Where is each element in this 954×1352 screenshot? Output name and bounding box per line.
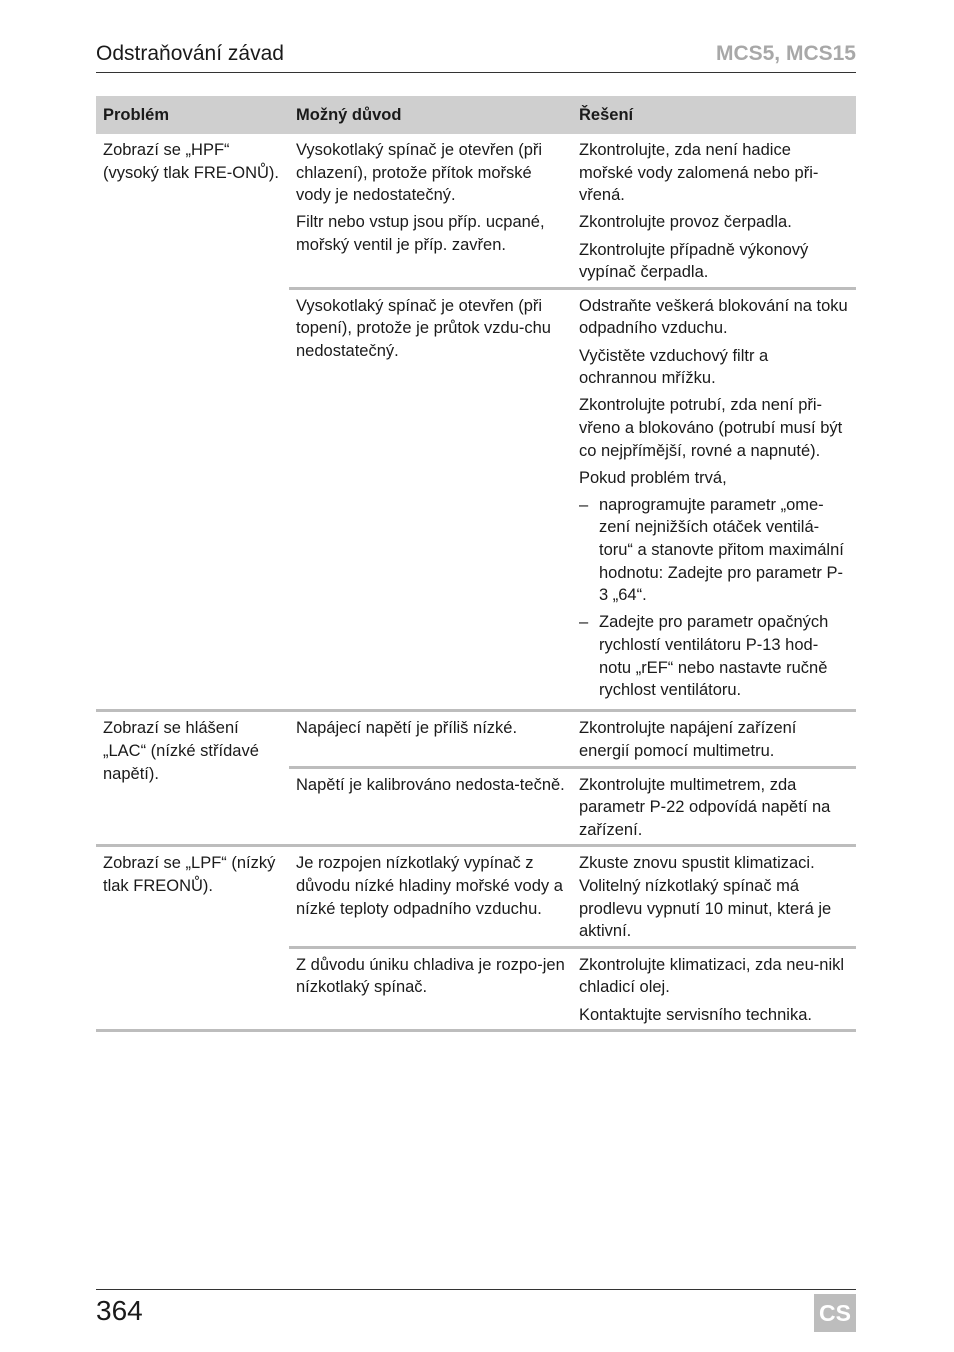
solution-text: Zkontrolujte, zda není hadice mořské vody zalomená nebo při-vřená. — [579, 141, 819, 205]
cause-text: Z důvodu úniku chladiva je rozpo-jen nízkotlaký spínač. — [296, 955, 565, 997]
model-name: MCS5, MCS15 — [715, 42, 856, 65]
cause-text: Napětí je kalibrováno nedosta-tečně. — [296, 775, 565, 794]
solution-text: Odstraňte veškerá blokování na toku odpadního vzduchu. — [579, 296, 848, 338]
solution-text: Zkontrolujte napájení zařízení energií pomocí multimetru. — [579, 719, 797, 760]
solution-text: Zkuste znovu spustit klimatizaci. Volitelný nízkotlaký spínač má prodlevu vypnutí 10 minut, která je aktivní. — [579, 854, 832, 941]
solution-text: Zkontrolujte multimetrem, zda parametr P-22 odpovídá napětí na zařízení. — [579, 775, 831, 839]
cause-cell — [289, 767, 572, 846]
list-item: – Zadejte pro parametr opačných rychlostí ventilátoru P-13 hod-notu „rEF“ nebo nastavte ručně rychlost ventilátoru. — [579, 611, 849, 701]
problem-cell — [96, 846, 289, 1031]
cause-text: Vysokotlaký spínač je otevřen (při topení), protože je průtok vzdu-chu nedostatečný. — [296, 296, 551, 360]
solution-text: Vyčistěte vzduchový filtr a ochrannou mřížku. — [579, 346, 769, 388]
solution-cell — [572, 711, 856, 767]
cause-cell — [289, 947, 572, 1030]
problem-text: Zobrazí se „LPF“ (nízký tlak FREONŮ). — [103, 854, 276, 895]
cause-text: Je rozpojen nízkotlaký vypínač z důvodu nízké hladiny mořské vody a nízké teploty odpadního vzduchu. — [296, 854, 563, 918]
column-header-problem: Problém — [96, 96, 289, 134]
problem-text: Zobrazí se hlášení „LAC“ (nízké střídavé napětí). — [103, 719, 259, 783]
cause-text: Napájecí napětí je příliš nízké. — [296, 719, 518, 738]
solution-text: Zkontrolujte provoz čerpadla. — [579, 213, 792, 232]
column-header-solution: Řešení — [572, 96, 856, 134]
solution-text: Pokud problém trvá, — [579, 468, 727, 487]
page-number: 364 — [96, 1295, 143, 1326]
cause-cell — [289, 711, 572, 767]
solution-text: Zkontrolujte klimatizaci, zda neu-nikl chladicí olej. — [579, 955, 845, 997]
solution-cell — [572, 767, 856, 846]
cause-text: Vysokotlaký spínač je otevřen (při chlazení), protože přítok mořské vody je nedostatečný. — [296, 141, 543, 205]
problem-text: Zobrazí se „HPF“ (vysoký tlak FRE-ONŮ). — [103, 141, 280, 182]
solution-cell — [572, 288, 856, 711]
problem-cell — [96, 134, 289, 711]
solution-text: Zkontrolujte případně výkonový vypínač čerpadla. — [579, 240, 809, 282]
solution-text: Zkontrolujte potrubí, zda není při-vřeno a blokováno (potrubí musí být co nejpřímější, rovné a napnuté). — [579, 396, 843, 460]
table-header-row — [96, 96, 856, 134]
table-row — [96, 846, 856, 947]
section-title: Odstraňování závad — [96, 42, 284, 65]
table-row — [96, 134, 856, 288]
cause-cell — [289, 134, 572, 288]
page-footer — [96, 1289, 856, 1326]
page-header — [96, 40, 856, 73]
table-row — [96, 711, 856, 767]
cause-cell — [289, 288, 572, 711]
column-header-cause: Možný důvod — [289, 96, 572, 134]
troubleshooting-table — [96, 96, 856, 1032]
solution-cell — [572, 134, 856, 288]
dash-list — [579, 494, 849, 702]
cause-cell — [289, 846, 572, 947]
solution-text: Kontaktujte servisního technika. — [579, 1005, 812, 1024]
list-item: – naprogramujte parametr „ome-zení nejnižších otáček ventilá-toru“ a stanovte přitom maximální hodnotu: Zadejte pro parametr P-3 „64“. — [579, 494, 849, 607]
problem-cell — [96, 711, 289, 846]
cause-text: Filtr nebo vstup jsou příp. ucpané, mořský ventil je příp. zavřen. — [296, 213, 545, 254]
solution-cell — [572, 947, 856, 1030]
language-badge: CS — [814, 1294, 856, 1332]
solution-cell — [572, 846, 856, 947]
